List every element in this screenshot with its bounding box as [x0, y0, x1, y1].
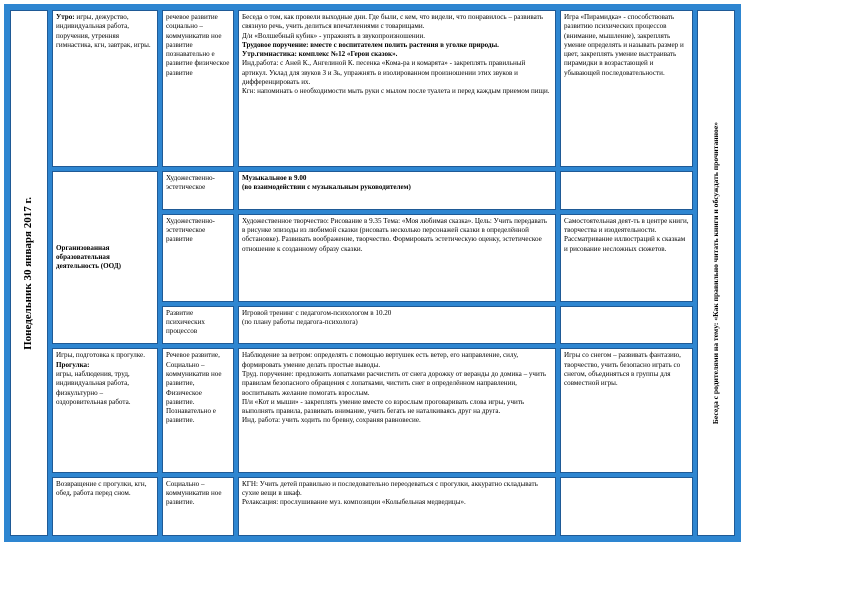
date-label: Понедельник 30 января 2017 г.: [22, 196, 35, 350]
return-independent-cell: [560, 477, 693, 536]
ood-area: Развитие психических процессов: [166, 308, 205, 336]
return-content-cell: [238, 477, 556, 536]
weekly-plan-table: [4, 4, 741, 542]
morning-line: Трудовое поручение: вместе с воспитателем полить растения в уголке природы.: [242, 40, 499, 49]
ood-area-cell: [162, 306, 234, 345]
walk-content-cell: [238, 348, 556, 472]
ood-independent-cell: [560, 214, 693, 302]
walk-row: [10, 348, 735, 472]
walk-areas: Речевое развитие, Социально – коммуникатив ное развитие, Физическое развитие. Познавательно е развитие.: [166, 351, 222, 425]
morning-content-cell: [238, 10, 556, 167]
ood-independent-cell: [560, 306, 693, 345]
parents-note: Беседа с родителями на тему: «Как правильно читать книги и обсуждать прочитанное»: [711, 121, 721, 425]
morning-title: Утро:: [56, 13, 75, 21]
morning-row: [10, 10, 735, 167]
walk-subtitle: Прогулка:: [56, 360, 90, 369]
walk-title: Игры, подготовка к прогулке.: [56, 351, 145, 360]
return-areas-cell: [162, 477, 234, 536]
ood-content-cell: [238, 306, 556, 345]
ood-independent: Самостоятельная деят-ть в центре книги, творчества и изодеятельности. Рассматривание иллюстраций к сказкам и рисование несложных сюжетов.: [564, 216, 689, 253]
walk-regime-cell: [52, 348, 158, 472]
walk-independent-cell: [560, 348, 693, 472]
ood-title: Организованная образовательная деятельность (ООД): [56, 243, 122, 271]
morning-line: Д/и «Волшебный кубик» - упражнять в звукопроизношении.: [242, 31, 426, 40]
ood-content: Игровой тренинг с педагогом-психологом в 10.20 (по плану работы педагога-психолога): [242, 308, 392, 326]
walk-desc: игры, наблюдения, труд, индивидуальная работа, физкультурно – оздоровительная работа.: [56, 369, 131, 406]
morning-areas-cell: [162, 10, 234, 167]
return-areas: Социально – коммуникатив ное развитие.: [166, 479, 222, 507]
return-row: [10, 477, 735, 536]
return-line: КГН: Учить детей правильно и последовательно переодеваться с прогулки, аккуратно складывать сухие вещи в шкаф.: [242, 479, 538, 498]
ood-content: Художественное творчество: Рисование в 9.35 Тема: «Моя любимая сказка». Цель: Учить передавать в рисунке эпизоды из любимой сказки (рисовать несколько персонажей сказки в определённой обстановке). Развивать воображение, творчество. Формировать эстетическую оценку, эстетическое отношение к созданному образу сказки.: [242, 216, 547, 253]
morning-independent-cell: [560, 10, 693, 167]
walk-line: Инд. работа: учить ходить по бревну, сохраняя равновесие.: [242, 416, 421, 425]
morning-line: Инд.работа: с Аней К., Ангелиной К. песенка «Кома-ра и комарята» - закреплять правильный артикул. Уклад для звуков З и Зь, упражнять в изолированном произношении этих звуков и дифференцировать их.: [242, 59, 526, 87]
parents-cell: [697, 10, 735, 536]
date-cell: [10, 10, 48, 536]
ood-content: Музыкальное в 9.00 (во взаимодействии с музыкальным руководителем): [242, 174, 411, 192]
morning-desc: игры, дежурство, индивидуальная работа, поручения, утренняя гимнастика, кгн, завтрак, игры.: [56, 13, 151, 49]
walk-line: П/и «Кот и мыши» - закреплять умение вместе со взрослым проговаривать слова игры, учить выполнять правила, развивать внимание, учить бегать не наталкиваясь друг на друга.: [242, 397, 525, 416]
ood-content-cell: [238, 214, 556, 302]
ood-area: Художественно-эстетическое: [166, 174, 215, 192]
morning-regime-cell: [52, 10, 158, 167]
return-line: Релаксация: прослушивание муз. композиции «Колыбельная медведицы».: [242, 498, 466, 507]
return-regime-cell: [52, 477, 158, 536]
morning-line: Беседа о том, как провели выходные дни. Где были, с кем, что видели, что понравилось – развивать связную речь, учить делиться впечатлениями с товарищами.: [242, 13, 543, 31]
morning-line: Кгн: напоминать о необходимости мыть руки с мылом после туалета и перед каждым приемом пищи.: [242, 87, 550, 96]
walk-line: Труд. поручение: предложить лопатками расчистить от снега дорожку от веранды до домика – учить правилам безопасного обращения с лопатками, чистить снег в определённом направлении, воспитывать желание помогать взрослым.: [242, 369, 547, 397]
ood-area-cell: [162, 214, 234, 302]
ood-area: Художественно-эстетическое развитие: [166, 216, 215, 244]
walk-areas-cell: [162, 348, 234, 472]
walk-line: Наблюдение за ветром: определять с помощью вертушек есть ветер, его направление, силу, формировать умение делать простые выводы.: [242, 351, 519, 369]
walk-independent: Игры со снегом – развивать фантазию, творчество, учить безопасно играть со снегом, объединяться в группы для совместной игры.: [564, 351, 681, 388]
ood-row-music: [10, 171, 735, 210]
ood-independent-cell: [560, 171, 693, 210]
morning-areas: речевое развитие социально – коммуникатив ное развитие познавательно е развитие физическое развитие: [166, 13, 230, 77]
ood-content-cell: [238, 171, 556, 210]
return-title: Возвращение с прогулки, кгн, обед, работа перед сном.: [56, 479, 147, 498]
ood-title-cell: [52, 171, 158, 344]
morning-independent: Игра «Пирамидка» - способствовать развитию психических процессов (внимание, мышление), закреплять умение определять и называть размер и цвет, закреплять умение выстраивать пирамидки в возрастающей и убывающей последовательности.: [564, 13, 684, 77]
morning-line: Утр.гимнастика: комплекс №12 «Герои сказок».: [242, 50, 398, 59]
ood-area-cell: [162, 171, 234, 210]
